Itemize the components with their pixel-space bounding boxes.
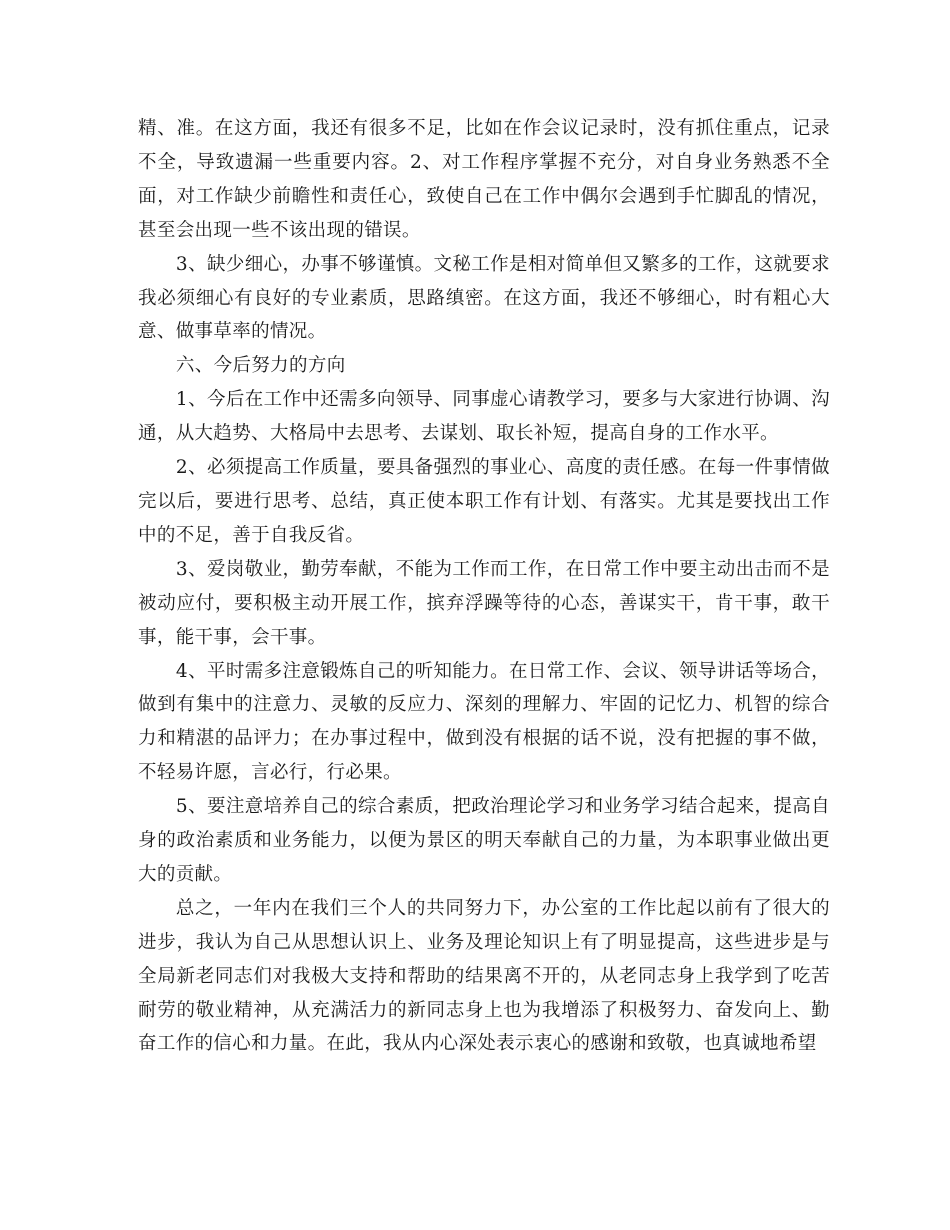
paragraph-item-1: 1、今后在工作中还需多向领导、同事虚心请教学习，要多与大家进行协调、沟通，从大趋势、大格局中去思考、去谋划、取长补短，提高自身的工作水平。 <box>138 389 830 445</box>
paragraph-item-4: 4、平时需多注意锻炼自己的听知能力。在日常工作、会议、领导讲话等场合，做到有集中的注意力、灵敏的反应力、深刻的理解力、牢固的记忆力、机智的综合力和精湛的品评力；在办事过程中，做到没有根据的话不说，没有把握的事不做，不轻易许愿，言必行，行必果。 <box>138 660 830 784</box>
document-body <box>138 112 830 1061</box>
paragraph-continued: 精、准。在这方面，我还有很多不足，比如在作会议记录时，没有抓住重点，记录不全，导致遗漏一些重要内容。2、对工作程序掌握不充分，对自身业务熟悉不全面，对工作缺少前瞻性和责任心，致使自己在工作中偶尔会遇到手忙脚乱的情况，甚至会出现一些不该出现的错误。 <box>138 118 830 241</box>
section-heading-future-direction: 六、今后努力的方向 <box>175 355 346 377</box>
paragraph-item-5: 5、要注意培养自己的综合素质，把政治理论学习和业务学习结合起来，提高自身的政治素质和业务能力，以便为景区的明天奉献自己的力量，为本职事业做出更大的贡献。 <box>138 796 830 885</box>
paragraph-item-3-care: 3、缺少细心，办事不够谨慎。文秘工作是相对简单但又繁多的工作，这就要求我必须细心有良好的专业素质，思路缜密。在这方面，我还不够细心，时有粗心大意、做事草率的情况。 <box>138 253 830 343</box>
paragraph-item-3: 3、爱岗敬业，勤劳奉献，不能为工作而工作，在日常工作中要主动出击而不是被动应付，要积极主动开展工作，摈弃浮躁等待的心态，善谋实干，肯干事，敢干事，能干事，会干事。 <box>138 558 830 648</box>
paragraph-summary: 总之，一年内在我们三个人的共同努力下，办公室的工作比起以前有了很大的进步，我认为自己从思想认识上、业务及理论知识上有了明显提高，这些进步是与全局新老同志们对我极大支持和帮助的结果离不开的，从老同志身上我学到了吃苦耐劳的敬业精神，从充满活力的新同志身上也为我增添了积极努力、奋发向上、勤奋工作的信心和力量。在此，我从内心深处表示衷心的感谢和致敬，也真诚地希望 <box>138 897 830 1055</box>
paragraph-item-2: 2、必须提高工作质量，要具备强烈的事业心、高度的责任感。在每一件事情做完以后，要进行思考、总结，真正使本职工作有计划、有落实。尤其是要找出工作中的不足，善于自我反省。 <box>138 457 830 546</box>
